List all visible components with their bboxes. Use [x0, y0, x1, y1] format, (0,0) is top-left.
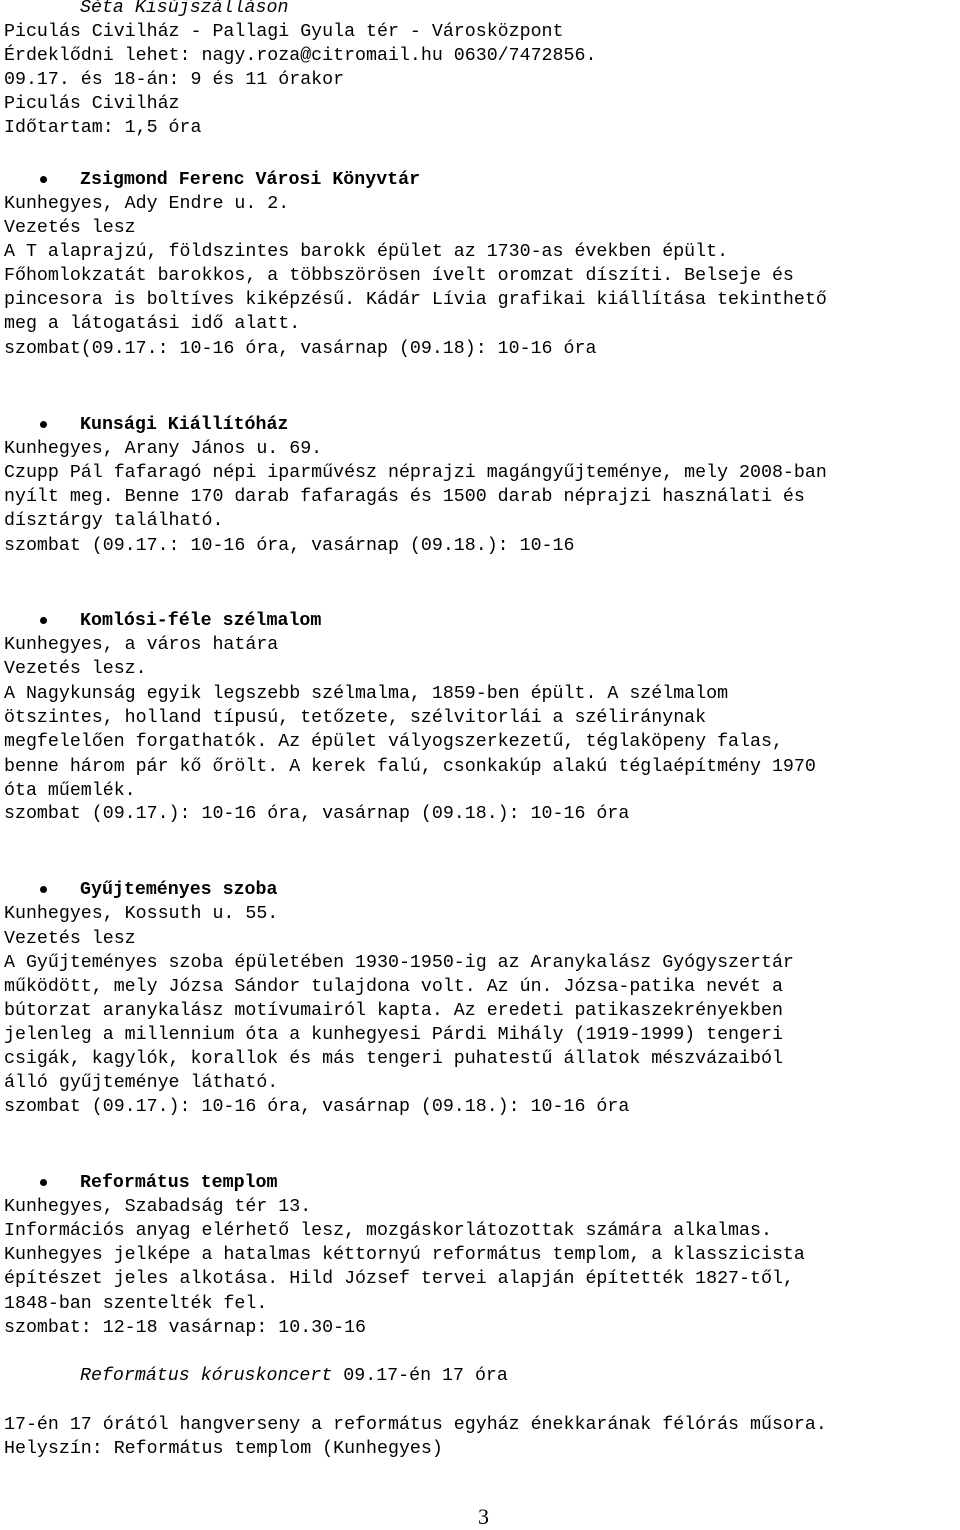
section-line: Főhomlokzatát barokkos, a többszörösen ívelt oromzat díszíti. Belseje és [4, 266, 794, 286]
section-heading-windmill: Komlósi-féle szélmalom [80, 611, 322, 631]
section-line: A Gyűjteményes szoba épületében 1930-1950-ig az Aranykalász Gyógyszertár [4, 953, 794, 973]
section-line: megfelelően forgathatók. Az épület vályogszerkezetű, téglaköpeny falas, [4, 732, 783, 752]
bullet-icon [40, 176, 47, 183]
section-hours: szombat(09.17.: 10-16 óra, vasárnap (09.18): 10-16 óra [4, 339, 597, 359]
section-line: jelenleg a millennium óta a kunhegyesi Párdi Mihály (1919-1999) tengeri [4, 1025, 783, 1045]
section-hours: szombat (09.17.): 10-16 óra, vasárnap (09.18.): 10-16 óra [4, 1097, 630, 1117]
section-line: Czupp Pál fafaragó népi iparművész néprajzi magángyűjteménye, mely 2008-ban [4, 463, 827, 483]
section-line: dísztárgy található. [4, 511, 224, 531]
section-line: pincesora is boltíves kiképzésű. Kádár Lívia grafikai kiállítása tekinthető [4, 290, 827, 310]
concert-title-italic: Református kóruskoncert [80, 1366, 333, 1386]
section-heading-collection-room: Gyűjteményes szoba [80, 880, 278, 900]
venue-line: Piculás Civilház - Pallagi Gyula tér - Városközpont [4, 22, 564, 42]
event-title: Séta Kisújszálláson [80, 0, 289, 18]
section-line: benne három pár kő őrölt. A kerek falú, csonkakúp alakú téglaépítmény 1970 [4, 757, 816, 777]
bullet-icon [40, 886, 47, 893]
section-line: Kunhegyes, Kossuth u. 55. [4, 904, 279, 924]
section-line: Vezetés lesz [4, 929, 136, 949]
section-line: óta műemlék. [4, 781, 136, 801]
section-line: nyílt meg. Benne 170 darab fafaragás és 1500 darab néprajzi használati és [4, 487, 805, 507]
section-line: Kunhegyes jelképe a hatalmas kéttornyú református templom, a klasszicista [4, 1245, 805, 1265]
section-hours: szombat (09.17.: 10-16 óra, vasárnap (09.18.): 10-16 [4, 536, 575, 556]
duration-line: Időtartam: 1,5 óra [4, 118, 202, 138]
section-line: bútorzat aranykalász motívumairól kapta. Az eredeti patikaszekrényekben [4, 1001, 783, 1021]
bullet-icon [40, 421, 47, 428]
section-line: Kunhegyes, a város határa [4, 635, 279, 655]
concert-title [80, 1364, 508, 1388]
section-line: csigák, kagylók, korallok és más tengeri puhatestű állatok mészvázaiból [4, 1049, 783, 1069]
section-line: működött, mely Józsa Sándor tulajdona volt. Az ún. Józsa-patika nevét a [4, 977, 783, 997]
section-line: Vezetés lesz [4, 218, 136, 238]
section-heading-library: Zsigmond Ferenc Városi Könyvtár [80, 170, 421, 190]
meeting-point-line: Piculás Civilház [4, 94, 180, 114]
concert-location: Helyszín: Református templom (Kunhegyes) [4, 1439, 443, 1459]
section-heading-exhibition-house: Kunsági Kiállítóház [80, 415, 289, 435]
section-heading-reformed-church: Református templom [80, 1173, 278, 1193]
section-hours: szombat (09.17.): 10-16 óra, vasárnap (09.18.): 10-16 óra [4, 804, 630, 824]
section-line: álló gyűjteménye látható. [4, 1073, 279, 1093]
section-line: meg a látogatási idő alatt. [4, 314, 301, 334]
section-hours: szombat: 12-18 vasárnap: 10.30-16 [4, 1318, 367, 1338]
section-line: A T alaprajzú, földszintes barokk épület az 1730-as években épült. [4, 242, 729, 262]
section-line: Vezetés lesz. [4, 659, 147, 679]
section-line: ötszintes, holland típusú, tetőzete, szélvitorlái a széliránynak [4, 708, 707, 728]
section-line: A Nagykunság egyik legszebb szélmalma, 1859-ben épült. A szélmalom [4, 684, 729, 704]
section-line: Információs anyag elérhető lesz, mozgáskorlátozottak számára alkalmas. [4, 1221, 772, 1241]
bullet-icon [40, 1179, 47, 1186]
page-number: 3 [478, 1504, 489, 1529]
concert-title-time: 09.17-én 17 óra [332, 1366, 508, 1386]
section-line: Kunhegyes, Szabadság tér 13. [4, 1197, 312, 1217]
concert-line: 17-én 17 órától hangverseny a református egyház énekkarának félórás műsora. [4, 1415, 827, 1435]
bullet-icon [40, 617, 47, 624]
contact-line: Érdeklődni lehet: nagy.roza@citromail.hu 0630/7472856. [4, 46, 597, 66]
section-line: Kunhegyes, Ady Endre u. 2. [4, 194, 290, 214]
section-line: építészet jeles alkotása. Hild József tervei alapján építették 1827-től, [4, 1269, 794, 1289]
section-line: 1848-ban szentelték fel. [4, 1294, 268, 1314]
section-line: Kunhegyes, Arany János u. 69. [4, 439, 323, 459]
schedule-line: 09.17. és 18-án: 9 és 11 órakor [4, 70, 345, 90]
